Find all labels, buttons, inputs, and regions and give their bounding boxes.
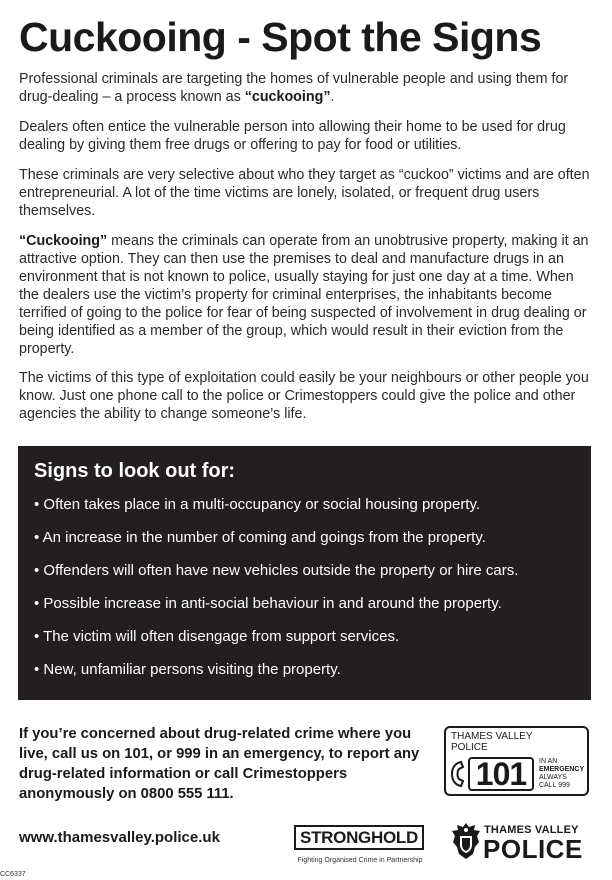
phone-icon: [450, 760, 466, 788]
intro-paragraph-1: [19, 70, 593, 106]
intro-paragraph-1-bold: “cuckooing”: [244, 89, 331, 105]
intro-paragraph-4: [19, 232, 593, 358]
intro-paragraph-4-bold: “Cuckooing”: [19, 233, 108, 249]
tvp-logo-top: THAMES VALLEY: [484, 824, 579, 836]
tvp-card-number: 101: [468, 757, 534, 791]
stronghold-logo: STRONGHOLD: [294, 825, 424, 850]
stronghold-tagline: Fighting Organised Crime in Partnership: [297, 857, 423, 864]
tvp-card-title-line2: POLICE: [451, 742, 488, 753]
website-link[interactable]: www.thamesvalley.police.uk: [19, 829, 220, 846]
tvp-card-small-3: ALWAYS: [539, 774, 567, 781]
reference-code: CC6337: [0, 871, 26, 878]
sign-item: • Possible increase in anti-social behaviour in and around the property.: [34, 595, 502, 612]
tvp-card-small-2: EMERGENCY: [539, 766, 585, 773]
intro-paragraph-3: These criminals are very selective about who they target as “cuckoo” victims and are often entrepreneurial. A lot of the time victims are lonely, isolated, or frequent drug users themselves.: [19, 167, 590, 219]
sign-item: • Often takes place in a multi-occupancy or social housing property.: [34, 496, 481, 513]
signs-title: Signs to look out for:: [34, 460, 236, 482]
tvp-card-small-4: CALL 999: [539, 782, 570, 789]
sign-item: • The victim will often disengage from support services.: [34, 628, 400, 645]
signs-panel: [18, 446, 591, 700]
tvp-card-title-line1: THAMES VALLEY: [451, 731, 533, 742]
intro-paragraph-5: The victims of this type of exploitation could easily be your neighbours or other people you know. Just one phone call to the police or Crimestoppers could give the police and other agencies the ability to change someone’s life.: [19, 370, 589, 422]
tvp-101-card: [444, 726, 589, 796]
sign-item: • An increase in the number of coming and goings from the property.: [34, 529, 486, 546]
contact-info: If you’re concerned about drug-related crime where you live, call us on 101, or 999 in an emergency, to report any drug-related information or call Crimestoppers anonymously on 0800 555 111.: [19, 726, 420, 802]
police-crest-icon: [451, 822, 481, 860]
tvp-logo-bottom: POLICE: [483, 834, 583, 864]
tvp-card-small-1: IN AN: [539, 758, 558, 765]
intro-paragraph-1-text: Professional criminals are targeting the homes of vulnerable people and using them for drug-dealing – a process known as: [19, 71, 569, 105]
intro-paragraph-1-end: .: [330, 89, 335, 105]
sign-item: • New, unfamiliar persons visiting the property.: [34, 661, 341, 678]
page-title: Cuckooing - Spot the Signs: [19, 14, 542, 60]
tvp-card-title: [451, 731, 533, 753]
intro-paragraph-4-text: means the criminals can operate from an unobtrusive property, making it an attractive option. They can then use the premises to deal and manufacture drugs in an environment that is not known to police, usually staying for just one day at a time. When the dealers use the victim’s property for criminal enterprises, the inhabitants become terrified of going to the police for fear of being suspected of involvement in drug dealing or being identified as a member of the group, which would result in their eviction from the property.: [19, 233, 589, 357]
signs-list: [34, 496, 518, 694]
sign-item: • Offenders will often have new vehicles outside the property or hire cars.: [34, 562, 519, 579]
intro-paragraph-2: Dealers often entice the vulnerable person into allowing their home to be used for drug dealing by giving them free drugs or offering to pay for food or utilities.: [19, 119, 566, 153]
tvp-card-emergency: [539, 758, 584, 790]
